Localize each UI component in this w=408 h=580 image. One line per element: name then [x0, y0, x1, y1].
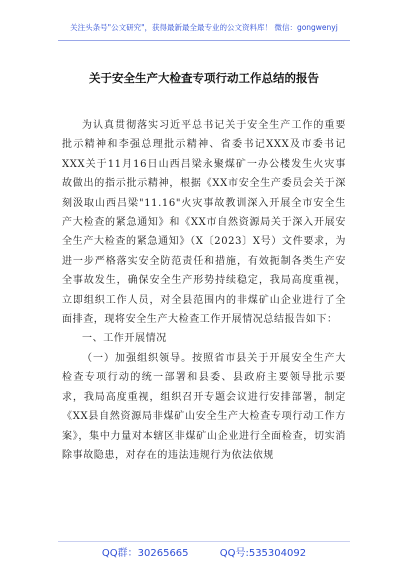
footer-divider	[58, 541, 350, 542]
paragraph-intro: 为认真贯彻落实习近平总书记关于安全生产工作的重要批示精神和李强总理批示精神、省委书记XXX及市委书记XXX关于11月16日山西吕梁永聚煤矿一办公楼发生火灾事故做出的指示批示精神，根据《XX市安全生产委员会关于深刻汲取山西吕梁"11.16"火灾事故教训深入开展全市安全生产大检查的紧急通知》和《XX市自然资源局关于深入开展安全生产大检查的紧急通知》（X〔2023〕X号）文件要求，为进一步严格落实安全防范责任和措施，有效扼制各类生产安全事故发生，确保安全生产形势持续稳定，我局高度重视，立即组织工作人员，对全县范围内的非煤矿山企业进行了全面排查，现将安全生产大检查工作开展情况总结报告如下：	[62, 120, 346, 326]
header-divider	[58, 40, 350, 41]
footer-qq-number: QQ号:535304092	[219, 548, 307, 559]
footer	[0, 544, 408, 559]
document-title: 关于安全生产大检查专项行动工作总结的报告	[89, 71, 319, 85]
header-notice: 关注头条号"公文研究"，获得最新最全最专业的公文资料库！ 微信：gongwenyj	[70, 23, 338, 32]
section-heading: 一、工作开展情况	[82, 333, 167, 345]
footer-qq-group: QQ群：30265665	[101, 548, 189, 559]
paragraph-section-1: （一）加强组织领导。按照省市县关于开展安全生产大检查专项行动的统一部署和县委、县政府主要领导批示要求，我局高度重视，组织召开专题会议进行安排部署，制定《XX县自然资源局非煤矿山安全生产大检查专项行动工作方案》，集中力量对本辖区非煤矿山企业进行全面检查，切实消除事故隐患，对存在的违法违规行为依法依规	[62, 352, 346, 461]
document-body	[62, 116, 346, 465]
